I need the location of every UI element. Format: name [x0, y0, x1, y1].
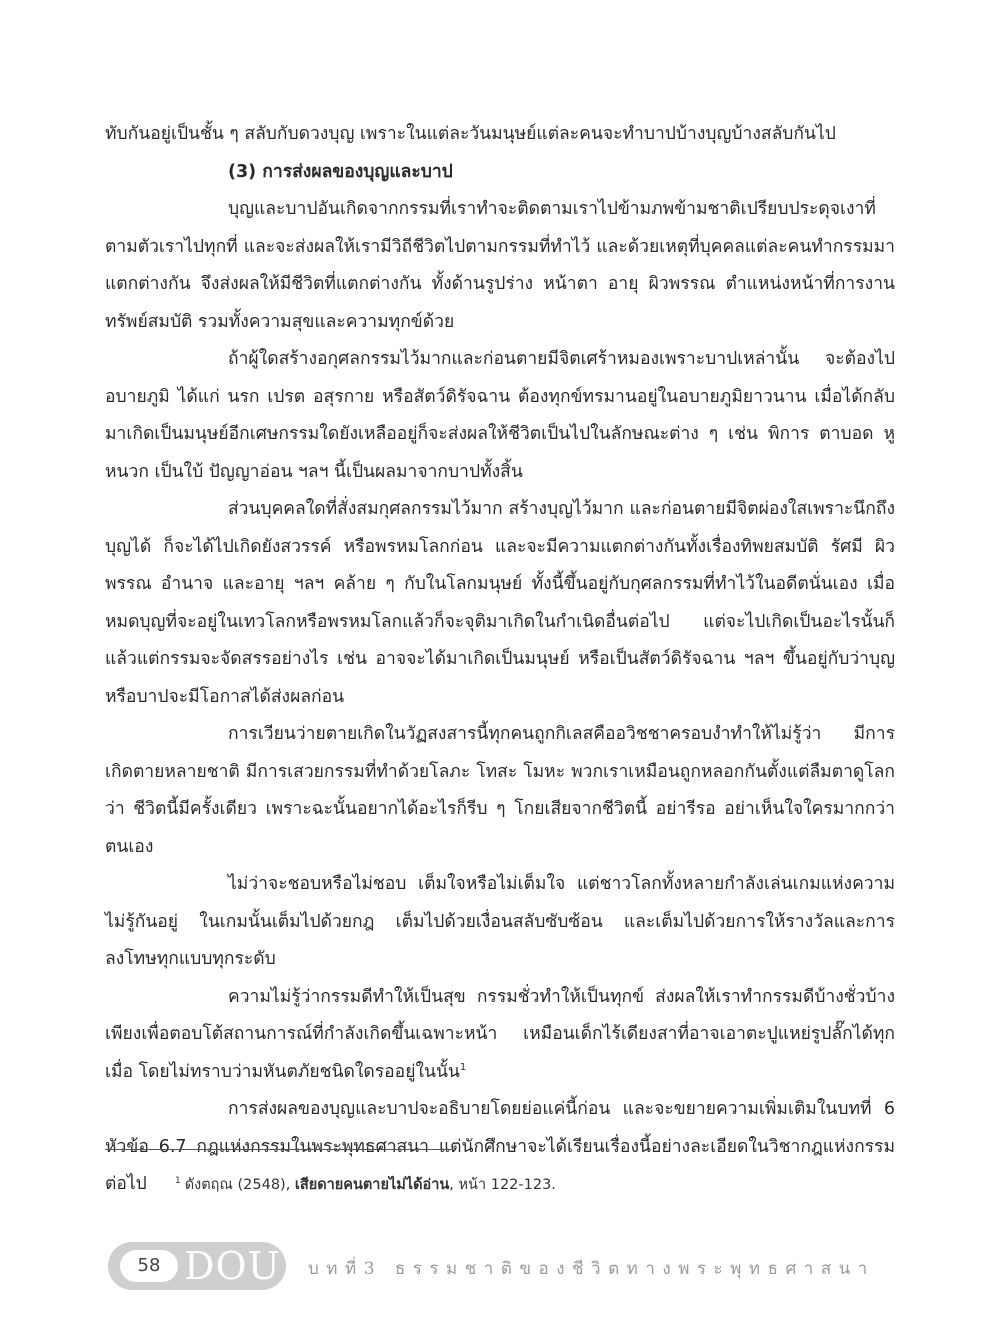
footnote-reference[interactable]: 1	[459, 1061, 467, 1073]
section-heading: (3) การส่งผลของบุญและบาป	[228, 161, 453, 182]
page-number: 58	[120, 1250, 178, 1282]
footnote-marker: 1	[175, 1176, 181, 1187]
footnote-divider	[105, 1149, 453, 1150]
body-text	[105, 116, 895, 1204]
paragraph-7: การส่งผลของบุญและบาปจะอธิบายโดยย่อแค่นี้ก่อน และจะขยายความเพิ่มเติมในบทที่ 6 หัวข้อ 6.7 กฎแห่งกรรมในพระพุทธศาสนา แต่นักศึกษาจะได้เรียนเรื่องนี้อย่างละเอียดในวิชากฎแห่งกรรมต่อไป	[105, 1099, 895, 1194]
paragraph-5: ไม่ว่าจะชอบหรือไม่ชอบ เต็มใจหรือไม่เต็มใจ แต่ชาวโลกทั้งหลายกำลังเล่นเกมแห่งความไม่รู้กันอยู่ ในเกมนั้นเต็มไปด้วยกฎ เต็มไปด้วยเงื่อนสลับซับซ้อน และเต็มไปด้วยการให้รางวัลและการลงโทษทุกแบบทุกระดับ	[105, 874, 895, 969]
page-footer	[108, 1242, 908, 1290]
footnote-pages: , หน้า 122-123.	[449, 1177, 556, 1193]
paragraph-6	[105, 979, 895, 1092]
chapter-title: บทที่3 ธรรมชาติของชีวิตทางพระพุทธศาสนา	[308, 1259, 875, 1279]
footer-badge	[108, 1242, 286, 1290]
dou-logo: DOU	[184, 1244, 281, 1288]
footnote-book-title: เสียดายคนตายไม่ได้อ่าน	[294, 1177, 450, 1193]
opening-line: ทับกันอยู่เป็นชั้น ๆ สลับกับดวงบุญ เพราะในแต่ละวันมนุษย์แต่ละคนจะทำบาปบ้างบุญบ้างสลับกันไป	[105, 124, 836, 144]
footnote-author: ดังตฤณ (2548),	[184, 1177, 295, 1193]
paragraph-1: บุญและบาปอันเกิดจากกรรมที่เราทำจะติดตามเราไปข้ามภพข้ามชาติเปรียบประดุจเงาที่ตามตัวเราไปทุกที่ และจะส่งผลให้เรามีวิถีชีวิตไปตามกรรมที่ทำไว้ และด้วยเหตุที่บุคคลแต่ละคนทำกรรมมาแตกต่างกัน จึงส่งผลให้มีชีวิตที่แตกต่างกัน ทั้งด้านรูปร่าง หน้าตา อายุ ผิวพรรณ ตำแหน่งหน้าที่การงาน ทรัพย์สมบัติ รวมทั้งความสุขและความทุกข์ด้วย	[105, 199, 895, 332]
footnote	[175, 1173, 556, 1196]
paragraph-4: การเวียนว่ายตายเกิดในวัฏสงสารนี้ทุกคนถูกกิเลสคืออวิชชาครอบงำทำให้ไม่รู้ว่า มีการเกิดตายหลายชาติ มีการเสวยกรรมที่ทำด้วยโลภะ โทสะ โมหะ พวกเราเหมือนถูกหลอกกันตั้งแต่ลืมตาดูโลกว่า ชีวิตนี้มีครั้งเดียว เพราะฉะนั้นอยากได้อะไรก็รีบ ๆ โกยเสียจากชีวิตนี้ อย่ารีรอ อย่าเห็นใจใครมากกว่าตนเอง	[105, 724, 895, 857]
paragraph-3: ส่วนบุคคลใดที่สั่งสมกุศลกรรมไว้มาก สร้างบุญไว้มาก และก่อนตายมีจิตผ่องใสเพราะนึกถึงบุญได้ ก็จะได้ไปเกิดยังสวรรค์ หรือพรหมโลกก่อน และจะมีความแตกต่างกันทั้งเรื่องทิพยสมบัติ รัศมี ผิวพรรณ อำนาจ และอายุ ฯลฯ คล้าย ๆ กับในโลกมนุษย์ ทั้งนี้ขึ้นอยู่กับกุศลกรรมที่ทำไว้ในอดีตนั่นเอง เมื่อหมดบุญที่จะอยู่ในเทวโลกหรือพรหมโลกแล้วก็จะจุติมาเกิดในกำเนิดอื่นต่อไป แต่จะไปเกิดเป็นอะไรนั้นก็แล้วแต่กรรมจะจัดสรรอย่างไร เช่น อาจจะได้มาเกิดเป็นมนุษย์ หรือเป็นสัตว์ดิรัจฉาน ฯลฯ ขึ้นอยู่กับว่าบุญหรือบาปจะมีโอกาสได้ส่งผลก่อน	[105, 499, 895, 707]
paragraph-6-text: ความไม่รู้ว่ากรรมดีทำให้เป็นสุข กรรมชั่วทำให้เป็นทุกข์ ส่งผลให้เราทำกรรมดีบ้างชั่วบ้างเพียงเพื่อตอบโต้สถานการณ์ที่กำลังเกิดขึ้นเฉพาะหน้า เหมือนเด็กไร้เดียงสาที่อาจเอาตะปูแหย่รูปลั๊กได้ทุกเมื่อ โดยไม่ทราบว่ามหันตภัยชนิดใดรออยู่ในนั้น	[105, 986, 895, 1082]
paragraph-2: ถ้าผู้ใดสร้างอกุศลกรรมไว้มากและก่อนตายมีจิตเศร้าหมองเพราะบาปเหล่านั้น จะต้องไปอบายภูมิ ได้แก่ นรก เปรต อสุรกาย หรือสัตว์ดิรัจฉาน ต้องทุกข์ทรมานอยู่ในอบายภูมิยาวนาน เมื่อได้กลับมาเกิดเป็นมนุษย์อีกเศษกรรมใดยังเหลืออยู่ก็จะส่งผลให้ชีวิตเป็นไปในลักษณะต่าง ๆ เช่น พิการ ตาบอด หูหนวก เป็นใบ้ ปัญญาอ่อน ฯลฯ นี้เป็นผลมาจากบาปทั้งสิ้น	[105, 349, 895, 482]
